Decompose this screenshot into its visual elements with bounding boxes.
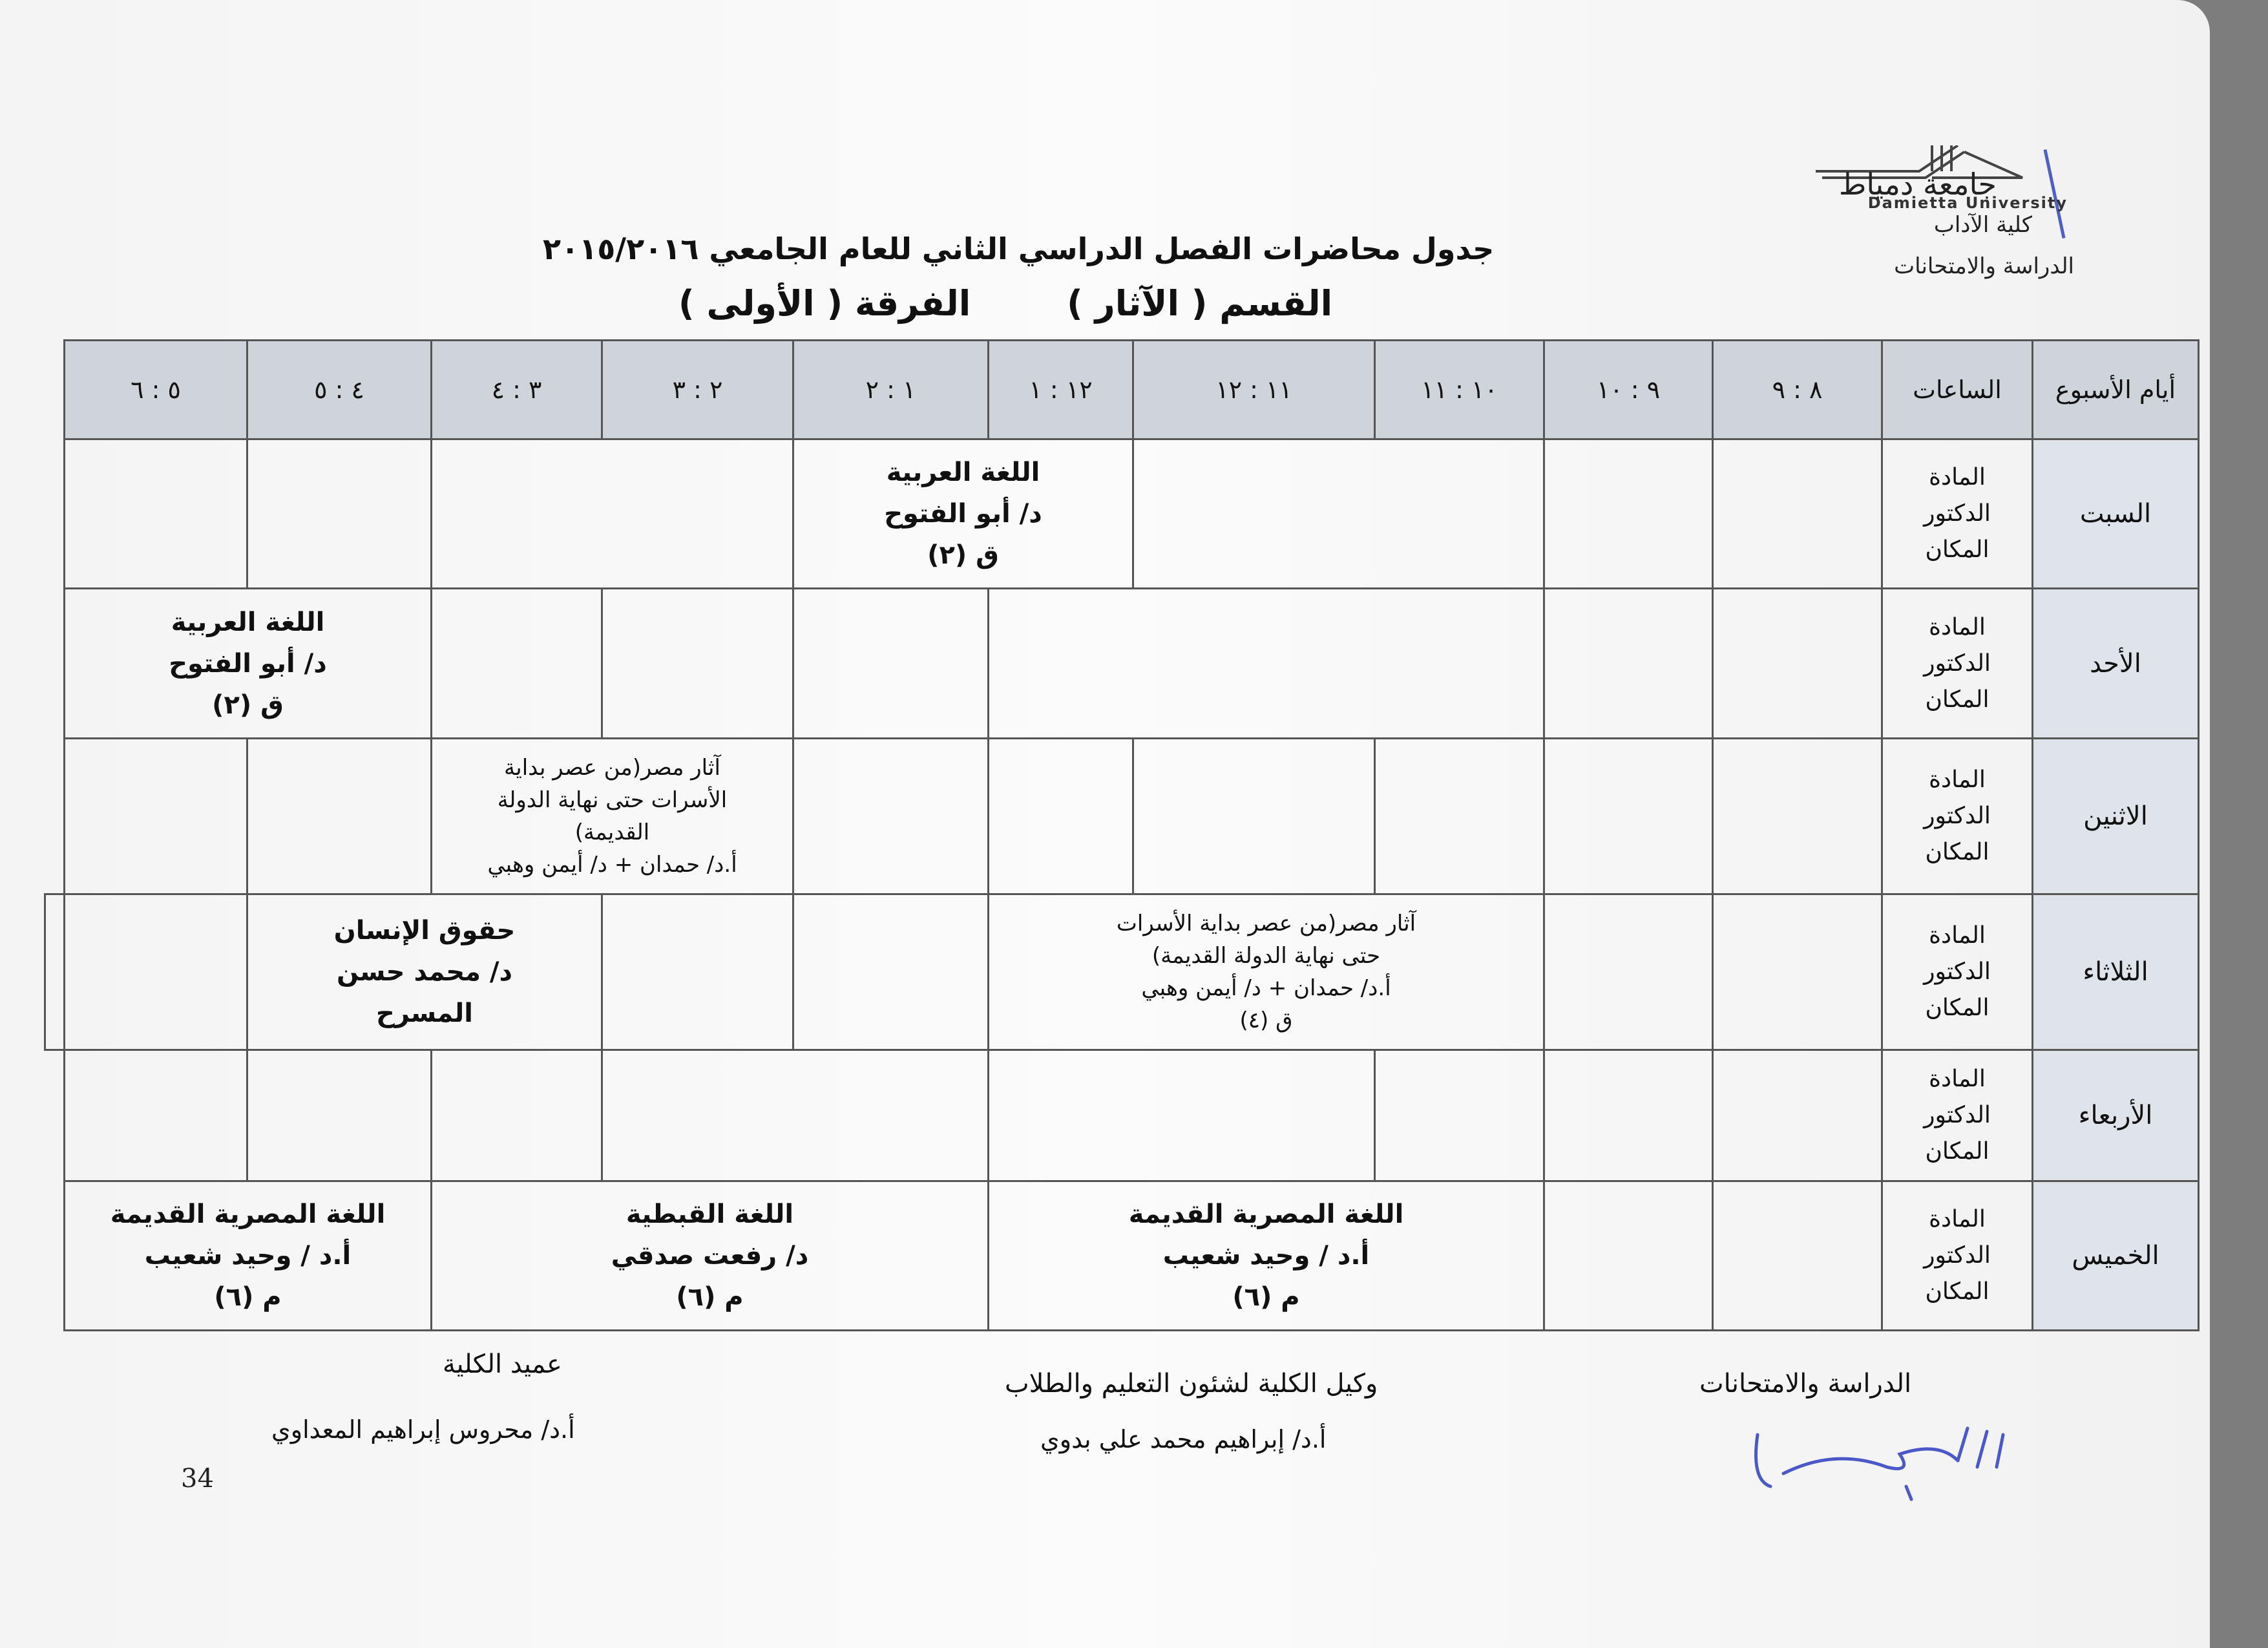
empty-cell [1544, 894, 1713, 1050]
day-name-cell: السبت [2033, 439, 2199, 589]
schedule-body [45, 439, 2199, 1331]
lecture-line: القديمة) [574, 819, 650, 845]
empty-cell [1713, 894, 1882, 1050]
empty-cell [65, 1050, 247, 1181]
department-name: الدراسة والامتحانات [1894, 253, 2074, 279]
lecture-line: م (٦) [214, 1282, 282, 1312]
group-label: الفرقة ( الأولى ) [678, 283, 971, 324]
dean-name: أ.د/ محروس إبراهيم المعداوي [271, 1415, 575, 1444]
empty-cell [602, 894, 793, 1050]
empty-cell [1713, 1050, 1882, 1181]
row-label: المكان [1925, 1278, 1990, 1305]
empty-cell [1713, 738, 1882, 894]
row-labels-cell [1882, 1181, 2033, 1330]
table-row [45, 1050, 2199, 1181]
empty-cell [1544, 439, 1713, 589]
university-name-english: Damietta University [1867, 194, 2068, 212]
lecture-line: م (٦) [1232, 1282, 1300, 1312]
lecture-cell [989, 894, 1544, 1050]
row-label: المادة [1929, 464, 1986, 491]
row-label: الدكتور [1924, 958, 1991, 985]
row-labels-cell [1882, 439, 2033, 589]
row-label: الدكتور [1924, 650, 1991, 677]
university-name-arabic: جامعة دمياط [1838, 167, 1997, 202]
empty-cell [65, 738, 247, 894]
schedule-table [44, 339, 2200, 1331]
lecture-line: آثار مصر(من عصر بداية [504, 754, 720, 781]
row-label: المكان [1925, 536, 1990, 564]
empty-cell [1133, 439, 1544, 589]
empty-cell [793, 894, 989, 1050]
table-row [45, 738, 2199, 894]
lecture-line: آثار مصر(من عصر بداية الأسرات [1116, 910, 1416, 936]
lecture-line: أ.د / وحيد شعيب [144, 1240, 352, 1271]
empty-cell [65, 439, 247, 589]
empty-cell [1544, 589, 1713, 738]
lecture-cell [247, 894, 602, 1050]
empty-cell [793, 589, 989, 738]
empty-cell [247, 1050, 432, 1181]
day-name-cell: الأربعاء [2033, 1050, 2199, 1181]
faculty-name: كلية الآداب [1933, 212, 2032, 238]
row-label: المكان [1925, 686, 1990, 713]
empty-cell [1713, 589, 1882, 738]
slot-header: ٨ : ٩ [1713, 341, 1882, 439]
table-row [45, 894, 2199, 1050]
empty-cell [247, 439, 432, 589]
empty-cell [432, 439, 793, 589]
vice-dean-name: أ.د/ إبراهيم محمد علي بدوي [1040, 1425, 1327, 1453]
lecture-line: الأسرات حتى نهاية الدولة [497, 787, 728, 813]
empty-cell [1713, 439, 1882, 589]
empty-cell [1133, 738, 1375, 894]
row-label: الدكتور [1924, 1241, 1991, 1269]
lecture-line: اللغة العربية [171, 607, 325, 637]
slot-header: ٥ : ٦ [65, 341, 247, 439]
hours-column-header: الساعات [1882, 341, 2033, 439]
lecture-cell [989, 1181, 1544, 1330]
lecture-cell [65, 589, 432, 738]
empty-cell [432, 1050, 602, 1181]
page-title: جدول محاضرات الفصل الدراسي الثاني للعام الجامعي ٢٠١٥/٢٠١٦ [543, 231, 1495, 266]
lecture-line: أ.د/ حمدان + د/ أيمن وهبي [487, 851, 737, 878]
lecture-line: اللغة العربية [886, 458, 1040, 488]
empty-cell [1544, 1050, 1713, 1181]
exams-signature-title: الدراسة والامتحانات [1699, 1369, 1912, 1399]
row-label: المادة [1929, 613, 1986, 640]
lecture-line: ق (٢) [927, 540, 999, 571]
lecture-line: أ.د/ حمدان + د/ أيمن وهبي [1141, 975, 1391, 1001]
lecture-line: م (٦) [676, 1282, 744, 1312]
slot-header: ١٢ : ١ [989, 341, 1133, 439]
slot-header: ٣ : ٤ [432, 341, 602, 439]
lecture-line: المسرح [376, 998, 473, 1028]
page-number: 34 [181, 1464, 214, 1494]
empty-cell [1375, 1050, 1544, 1181]
row-label: المادة [1929, 1205, 1986, 1232]
lecture-cell [432, 738, 793, 894]
row-labels-cell [1882, 738, 2033, 894]
row-label: المكان [1925, 838, 1990, 865]
lecture-line: أ.د / وحيد شعيب [1162, 1240, 1370, 1271]
empty-cell [989, 738, 1133, 894]
empty-cell [989, 589, 1544, 738]
lecture-line: ق (٤) [1239, 1007, 1293, 1033]
vice-dean-title: وكيل الكلية لشئون التعليم والطلاب [1005, 1369, 1378, 1399]
lecture-line: اللغة المصرية القديمة [110, 1199, 386, 1229]
table-header-row [45, 341, 2199, 439]
row-label: المادة [1929, 1065, 1986, 1092]
slot-header: ٤ : ٥ [247, 341, 432, 439]
lecture-line: حتى نهاية الدولة القديمة) [1151, 942, 1381, 969]
lecture-line: د/ أبو الفتوح [884, 499, 1042, 529]
empty-cell [65, 894, 247, 1050]
slot-header: ١٠ : ١١ [1375, 341, 1544, 439]
table-row [45, 589, 2199, 738]
handwritten-signature-icon [1745, 1409, 2029, 1506]
lecture-line: ق (٢) [212, 690, 284, 720]
day-name-cell: الخميس [2033, 1181, 2199, 1330]
empty-cell [1544, 1181, 1713, 1330]
page-subtitle [678, 283, 1332, 324]
empty-cell [793, 738, 989, 894]
empty-cell [247, 738, 432, 894]
slot-header: ١١ : ١٢ [1133, 341, 1375, 439]
empty-cell [432, 589, 602, 738]
row-label: المكان [1925, 1137, 1990, 1165]
empty-cell [45, 894, 65, 1050]
lecture-cell [793, 439, 1133, 589]
table-row [45, 1181, 2199, 1330]
empty-cell [1713, 1181, 1882, 1330]
row-label: الدكتور [1924, 1101, 1991, 1128]
days-column-header: أيام الأسبوع [2033, 341, 2199, 439]
row-labels-cell [1882, 589, 2033, 738]
empty-cell [602, 1050, 989, 1181]
table-row [45, 439, 2199, 589]
row-label: الدكتور [1924, 500, 1991, 527]
day-name-cell: الثلاثاء [2033, 894, 2199, 1050]
lecture-line: د/ رفعت صدقي [611, 1240, 809, 1271]
row-label: المكان [1925, 994, 1990, 1021]
lecture-line: حقوق الإنسان [333, 915, 516, 945]
lecture-line: اللغة القبطية [625, 1199, 794, 1229]
lecture-cell [432, 1181, 989, 1330]
dean-title: عميد الكلية [443, 1349, 562, 1379]
lecture-cell [65, 1181, 432, 1330]
empty-cell [1375, 738, 1544, 894]
day-name-cell: الأحد [2033, 589, 2199, 738]
lecture-line: د/ محمد حسن [336, 956, 513, 987]
row-label: المادة [1929, 922, 1986, 949]
row-labels-cell [1882, 894, 2033, 1050]
section-label: القسم ( الآثار ) [1067, 283, 1333, 324]
row-label: المادة [1929, 766, 1986, 793]
empty-cell [989, 1050, 1375, 1181]
slot-header: ١ : ٢ [793, 341, 989, 439]
lecture-line: اللغة المصرية القديمة [1128, 1199, 1404, 1229]
slot-header: ٢ : ٣ [602, 341, 793, 439]
lecture-line: د/ أبو الفتوح [169, 648, 327, 679]
day-name-cell: الاثنين [2033, 738, 2199, 894]
row-label: الدكتور [1924, 802, 1991, 829]
empty-cell [602, 589, 793, 738]
slot-header: ٩ : ١٠ [1544, 341, 1713, 439]
row-labels-cell [1882, 1050, 2033, 1181]
empty-cell [1544, 738, 1713, 894]
